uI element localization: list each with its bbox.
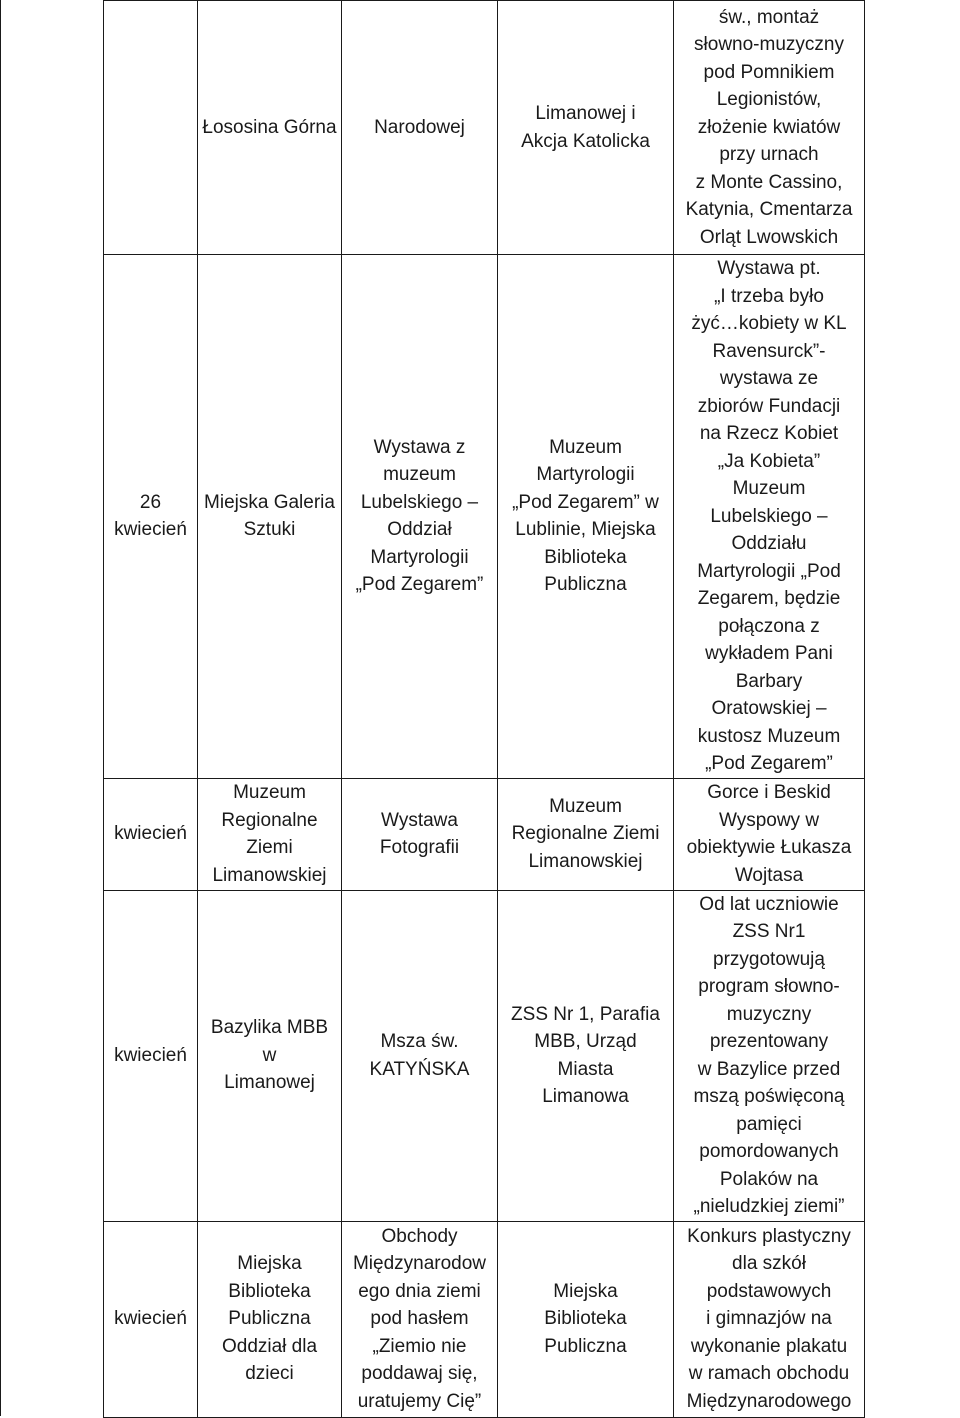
date-cell: kwiecień bbox=[104, 778, 198, 890]
organizer-cell: Limanowej i Akcja Katolicka bbox=[498, 1, 674, 255]
place-cell: Bazylika MBB w Limanowej bbox=[198, 890, 342, 1221]
page-left-border bbox=[0, 0, 1, 1416]
place-cell: Łososina Górna bbox=[198, 1, 342, 255]
place-cell: Miejska Galeria Sztuki bbox=[198, 255, 342, 779]
organizer-cell: Muzeum Regionalne Ziemi Limanowskiej bbox=[498, 778, 674, 890]
date-cell: kwiecień bbox=[104, 1221, 198, 1417]
events-table bbox=[103, 0, 865, 1418]
organizer-cell: Miejska Biblioteka Publiczna bbox=[498, 1221, 674, 1417]
description-cell: Konkurs plastyczny dla szkół podstawowych i gimnazjów na wykonanie plakatu w ramach obchodu Międzynarodowego bbox=[674, 1221, 865, 1417]
table-row bbox=[104, 1, 865, 255]
description-cell: Od lat uczniowie ZSS Nr1 przygotowują program słowno- muzyczny prezentowany w Bazylice przed mszą poświęconą pamięci pomordowanych Polaków na „nieludzkiej ziemi” bbox=[674, 890, 865, 1221]
description-cell: św., montaż słowno-muzyczny pod Pomnikiem Legionistów, złożenie kwiatów przy urnach z Monte Cassino, Katynia, Cmentarza Orląt Lwowskich bbox=[674, 1, 865, 255]
date-cell: kwiecień bbox=[104, 890, 198, 1221]
description-cell: Gorce i Beskid Wyspowy w obiektywie Łukasza Wojtasa bbox=[674, 778, 865, 890]
event-cell: Narodowej bbox=[342, 1, 498, 255]
table-row bbox=[104, 1221, 865, 1417]
description-cell: Wystawa pt. „I trzeba było żyć…kobiety w KL Ravensurck”- wystawa ze zbiorów Fundacji na Rzecz Kobiet „Ja Kobieta” Muzeum Lubelskiego – Oddziału Martyrologii „Pod Zegarem, będzie połączona z wykładem Pani Barbary Oratowskiej – kustosz Muzeum „Pod Zegarem” bbox=[674, 255, 865, 779]
table-row bbox=[104, 778, 865, 890]
place-cell: Miejska Biblioteka Publiczna Oddział dla dzieci bbox=[198, 1221, 342, 1417]
organizer-cell: ZSS Nr 1, Parafia MBB, Urząd Miasta Limanowa bbox=[498, 890, 674, 1221]
event-cell: Wystawa Fotografii bbox=[342, 778, 498, 890]
table-row bbox=[104, 255, 865, 779]
event-cell: Msza św. KATYŃSKA bbox=[342, 890, 498, 1221]
event-cell: Obchody Międzynarodow ego dnia ziemi pod hasłem „Ziemio nie poddawaj się, uratujemy Cię” bbox=[342, 1221, 498, 1417]
event-cell: Wystawa z muzeum Lubelskiego – Oddział Martyrologii „Pod Zegarem” bbox=[342, 255, 498, 779]
organizer-cell: Muzeum Martyrologii „Pod Zegarem” w Lublinie, Miejska Biblioteka Publiczna bbox=[498, 255, 674, 779]
date-cell bbox=[104, 1, 198, 255]
place-cell: Muzeum Regionalne Ziemi Limanowskiej bbox=[198, 778, 342, 890]
table-row bbox=[104, 890, 865, 1221]
date-cell: 26 kwiecień bbox=[104, 255, 198, 779]
